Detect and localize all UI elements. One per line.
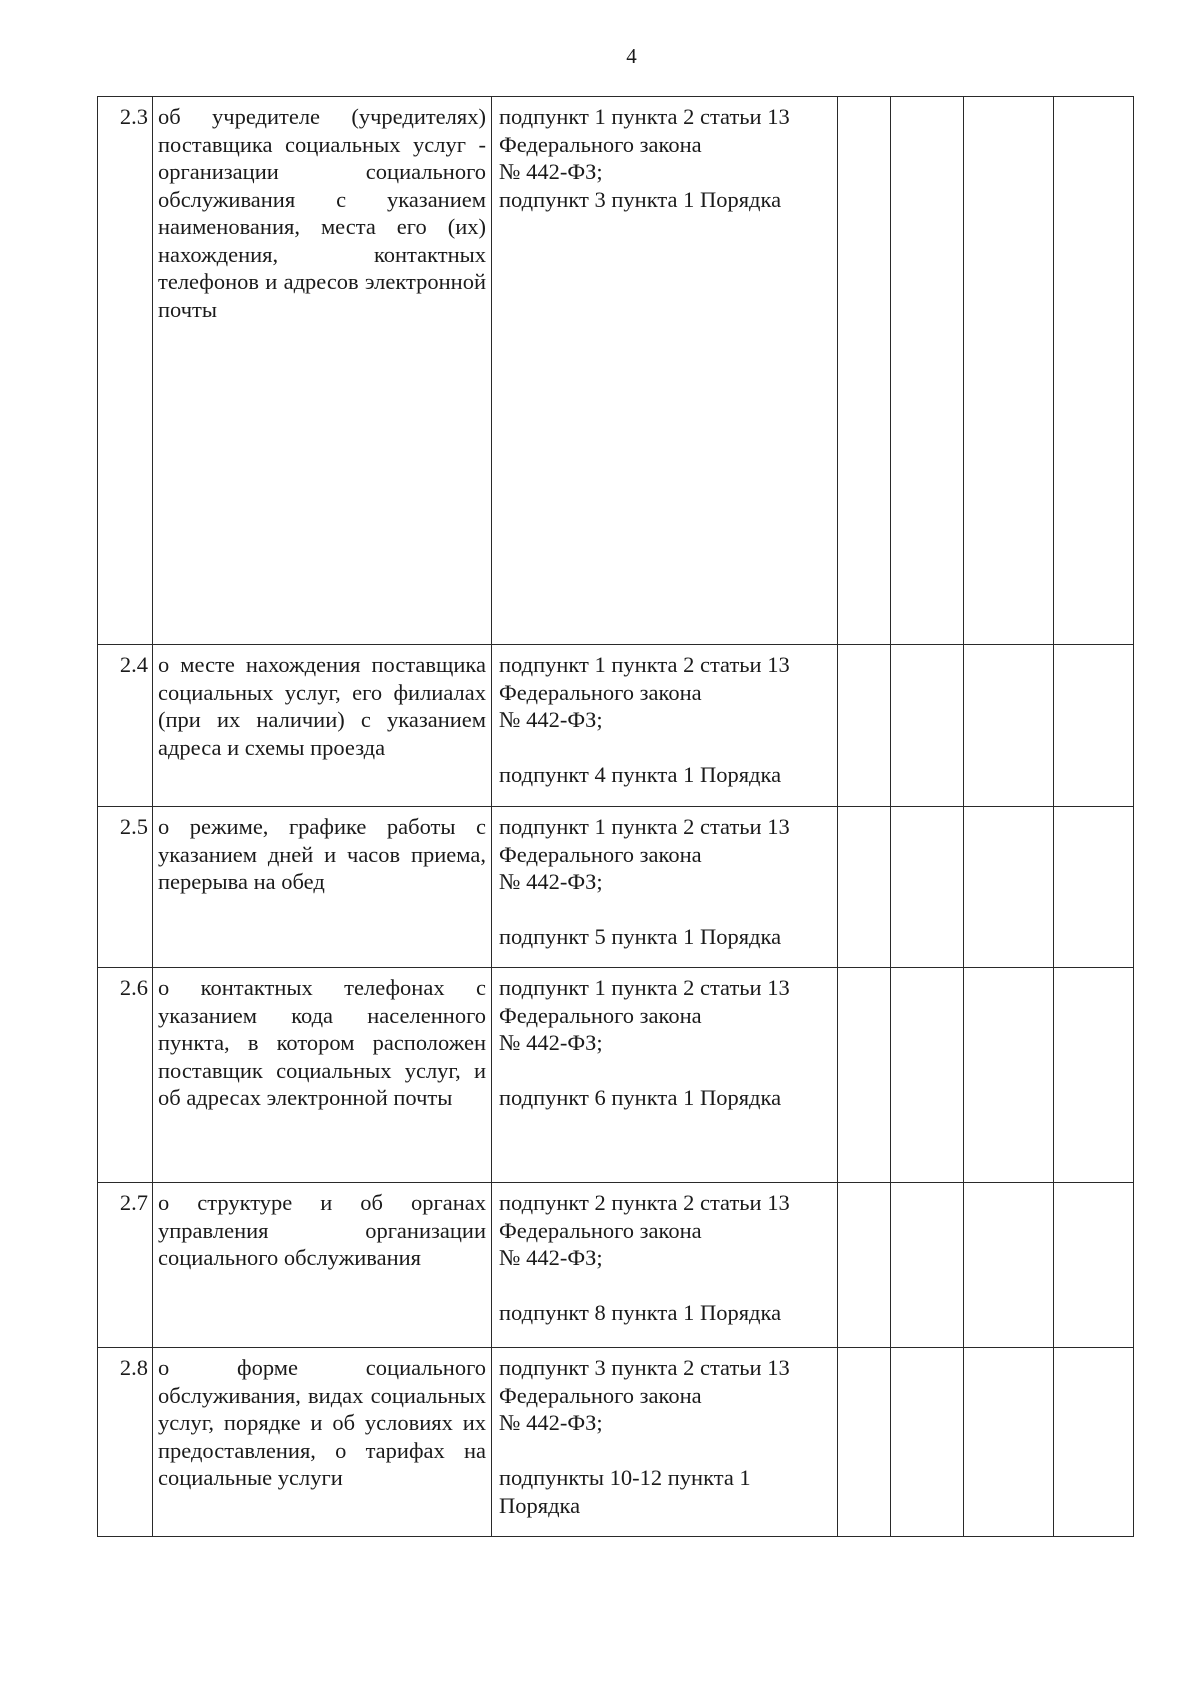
empty-cell [1054,1183,1134,1348]
row-description: о месте нахождения поставщика социальных услуг, его филиалах (при их наличии) с указанием адреса и схемы проезда [153,645,492,807]
basis-order-line: подпункт 6 пункта 1 Порядка [499,1085,782,1110]
basis-law-line: № 442-ФЗ; [499,869,603,894]
row-number: 2.4 [98,645,153,807]
table-row [98,97,1134,645]
empty-cell [964,645,1054,807]
row-description: о режиме, графике работы с указанием дней и часов приема, перерыва на обед [153,807,492,968]
empty-cell [891,807,964,968]
basis-law-line: № 442-ФЗ; [499,159,603,184]
empty-cell [838,645,891,807]
empty-cell [891,645,964,807]
basis-law-line: Федерального закона [499,1217,702,1243]
basis-law-line: Федерального закона [499,841,702,867]
row-legal-basis [492,97,838,645]
row-number: 2.3 [98,97,153,645]
empty-cell [964,1348,1054,1537]
empty-cell [964,97,1054,645]
row-number: 2.7 [98,1183,153,1348]
requirements-table [97,96,1134,1537]
basis-law-line: № 442-ФЗ; [499,1030,603,1055]
basis-law-line: № 442-ФЗ; [499,1245,603,1270]
empty-cell [891,97,964,645]
row-legal-basis [492,645,838,807]
basis-order-line: подпункт 8 пункта 1 Порядка [499,1300,782,1325]
empty-cell [964,807,1054,968]
row-description: о контактных телефонах с указанием кода населенного пункта, в котором расположен поставщик социальных услуг, и об адресах электронной почты [153,968,492,1183]
basis-law-line: № 442-ФЗ; [499,707,603,732]
table-row [98,1348,1134,1537]
empty-cell [1054,97,1134,645]
row-description: о структуре и об органах управления организации социального обслуживания [153,1183,492,1348]
empty-cell [964,968,1054,1183]
row-number: 2.6 [98,968,153,1183]
empty-cell [838,807,891,968]
row-number: 2.8 [98,1348,153,1537]
basis-law-line: подпункт 2 пункта 2 статьи 13 [499,1190,790,1215]
empty-cell [838,97,891,645]
basis-law-line: Федерального закона [499,679,702,705]
row-legal-basis [492,1183,838,1348]
basis-law-line: подпункт 3 пункта 2 статьи 13 [499,1355,790,1380]
basis-order-line: Порядка [499,1492,581,1518]
empty-cell [891,1183,964,1348]
empty-cell [838,1348,891,1537]
basis-law-line: подпункт 1 пункта 2 статьи 13 [499,104,790,129]
empty-cell [1054,645,1134,807]
table-row [98,968,1134,1183]
basis-law-line: Федерального закона [499,131,702,157]
basis-law-line: Федерального закона [499,1382,702,1408]
empty-cell [838,1183,891,1348]
page-number: 4 [626,44,637,68]
basis-order-line: подпункты 10-12 пункта 1 [499,1465,751,1490]
empty-cell [1054,1348,1134,1537]
basis-law-line: подпункт 1 пункта 2 статьи 13 [499,975,790,1000]
basis-law-line: Федерального закона [499,1002,702,1028]
row-description: об учредителе (учредителях) поставщика социальных услуг - организации социального обслуживания с указанием наименования, места его (их) нахождения, контактных телефонов и адресов электронной почты [153,97,492,645]
empty-cell [1054,807,1134,968]
row-number: 2.5 [98,807,153,968]
row-legal-basis [492,807,838,968]
row-description: о форме социального обслуживания, видах социальных услуг, порядке и об условиях их предоставления, о тарифах на социальные услуги [153,1348,492,1537]
row-legal-basis [492,968,838,1183]
empty-cell [1054,968,1134,1183]
empty-cell [964,1183,1054,1348]
basis-order-line: подпункт 4 пункта 1 Порядка [499,762,782,787]
basis-law-line: подпункт 1 пункта 2 статьи 13 [499,814,790,839]
basis-law-line: подпункт 1 пункта 2 статьи 13 [499,652,790,677]
table-row [98,807,1134,968]
basis-order-line: подпункт 5 пункта 1 Порядка [499,924,782,949]
empty-cell [891,968,964,1183]
basis-order-line: подпункт 3 пункта 1 Порядка [499,186,782,212]
basis-law-line: № 442-ФЗ; [499,1410,603,1435]
empty-cell [838,968,891,1183]
row-legal-basis [492,1348,838,1537]
table-row [98,645,1134,807]
empty-cell [891,1348,964,1537]
table-row [98,1183,1134,1348]
